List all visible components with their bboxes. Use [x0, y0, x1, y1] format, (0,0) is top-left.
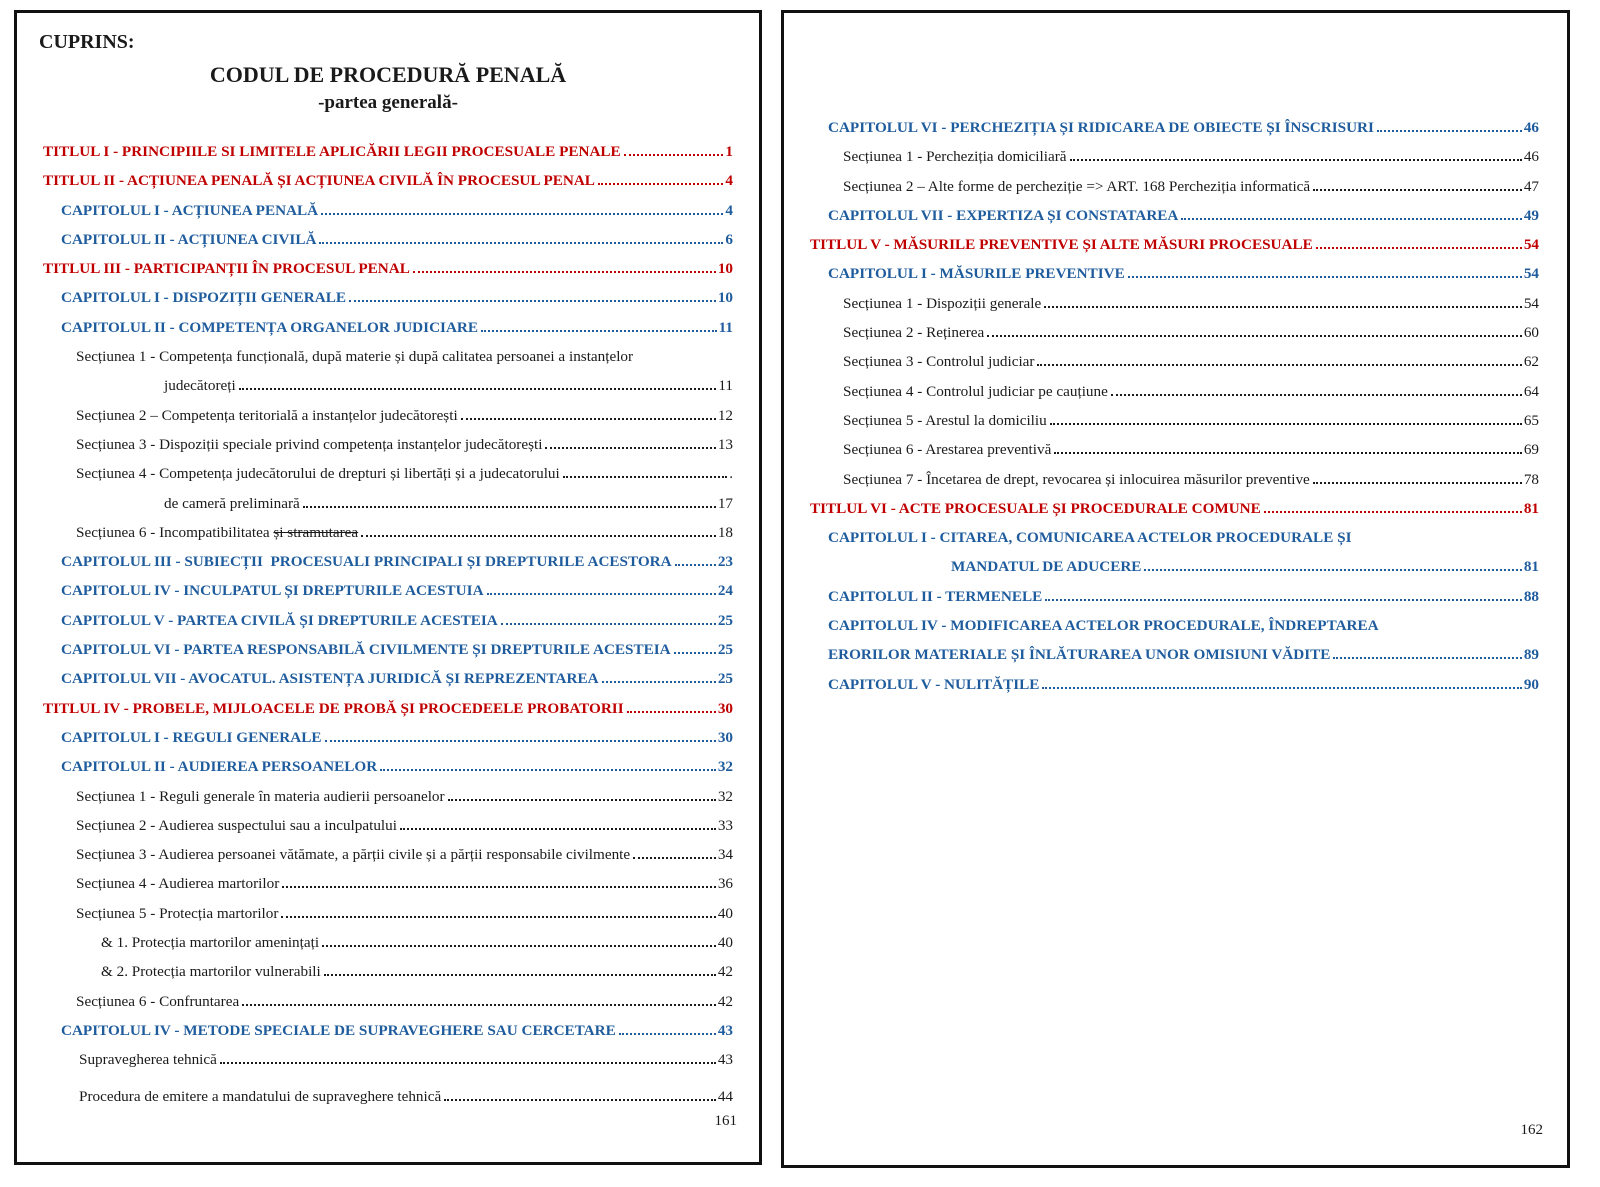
dots-leader: [1042, 687, 1521, 689]
toc-entry: [784, 318, 1539, 347]
toc-entry: [17, 137, 733, 166]
toc-page-number: 12: [717, 406, 733, 424]
toc-entry: [784, 435, 1539, 464]
dots-leader: [619, 1033, 716, 1035]
toc-page-number: 34: [717, 846, 733, 864]
toc-line: [843, 465, 1539, 494]
toc-entry: [17, 811, 733, 840]
toc-entry-label: Secțiunea 5 - Protecția martorilor: [76, 904, 279, 922]
toc-line: [76, 371, 733, 400]
toc-page-number: 25: [717, 611, 733, 629]
dots-leader: [563, 476, 727, 478]
toc-entry: [784, 259, 1539, 288]
toc-entry: [17, 547, 733, 576]
toc-line: [76, 342, 733, 371]
toc-line: [61, 752, 733, 781]
dots-leader: [1377, 130, 1522, 132]
toc-entry-label: TITLUL III - PARTICIPANȚII ÎN PROCESUL PENAL: [43, 260, 410, 278]
toc-entry: [17, 694, 733, 723]
document-subtitle: -partea generală-: [318, 92, 458, 113]
toc-page-number: 30: [717, 728, 733, 746]
toc-entry-label: ERORILOR MATERIALE ȘI ÎNLĂTURAREA UNOR OMISIUNI VĂDITE: [828, 646, 1331, 664]
toc-line: [43, 254, 733, 283]
toc-entry: [784, 142, 1539, 171]
toc-line: [61, 196, 733, 225]
toc-line: [828, 582, 1539, 611]
toc-entry-label: CAPITOLUL VI - PARTEA RESPONSABILĂ CIVILMENTE ȘI DREPTURILE ACESTEIA: [61, 641, 671, 659]
toc-entry: [784, 172, 1539, 201]
toc-line: [843, 435, 1539, 464]
dots-leader: [1128, 276, 1522, 278]
dots-leader: [598, 183, 723, 185]
toc-entry-label: Secțiunea 3 - Audierea persoanei vătămate, a părții civile și a părții responsabile civilmente: [76, 846, 631, 864]
toc-entry: [17, 459, 733, 518]
dots-leader: [624, 154, 724, 156]
toc-entry: [17, 899, 733, 928]
toc-page-number: 81: [1523, 558, 1539, 576]
toc-line: [843, 377, 1539, 406]
toc-line: [828, 670, 1539, 699]
toc-entry: [17, 928, 733, 957]
dots-leader: [675, 564, 716, 566]
toc-entry-label: Secțiunea 6 - Arestarea preventivă: [843, 441, 1052, 459]
toc-page-number: 17: [717, 494, 733, 512]
toc-page-number: 13: [717, 435, 733, 453]
toc-page-number: 6: [725, 230, 733, 248]
toc-line: [828, 640, 1539, 669]
dots-leader: [349, 300, 716, 302]
toc-page-number: 40: [717, 934, 733, 952]
toc-entry-label: MANDATUL DE ADUCERE: [951, 558, 1142, 576]
toc-entry: [784, 523, 1539, 582]
dots-leader: [602, 681, 716, 683]
toc-page-number: 11: [718, 318, 733, 336]
toc-entry: [17, 518, 733, 547]
toc-entry: [17, 313, 733, 342]
dots-leader: [501, 623, 716, 625]
toc-line: [843, 406, 1539, 435]
toc-entry-label: CAPITOLUL III - SUBIECȚII PROCESUALI PRINCIPALI ȘI DREPTURILE ACESTORA: [61, 553, 672, 571]
toc-page-number: 44: [717, 1087, 733, 1105]
dots-leader: [325, 740, 716, 742]
toc-page-number: 32: [717, 758, 733, 776]
toc-entry-label: CAPITOLUL VI - PERCHEZIȚIA ȘI RIDICAREA DE OBIECTE ȘI ÎNSCRISURI: [828, 119, 1374, 136]
toc-line: [61, 1016, 733, 1045]
toc-list-left: [17, 137, 759, 1111]
toc-entry-label: de cameră preliminară: [164, 494, 300, 512]
toc-line: [76, 401, 733, 430]
toc-entry-label: CAPITOLUL I - REGULI GENERALE: [61, 728, 322, 746]
toc-line: [61, 664, 733, 693]
toc-line: [61, 576, 733, 605]
toc-line: [843, 172, 1539, 201]
document-page-left: [14, 10, 762, 1165]
dots-leader: [633, 857, 716, 859]
dots-leader: [239, 388, 717, 390]
page-number-right: 162: [1520, 1122, 1543, 1138]
dots-leader: [319, 242, 723, 244]
toc-page-number: 49: [1523, 206, 1539, 224]
toc-line: [79, 1082, 733, 1111]
toc-entry-label: Secțiunea 7 - Încetarea de drept, revocarea și inlocuirea măsurilor preventive: [843, 470, 1310, 488]
toc-line: [61, 547, 733, 576]
toc-entry: [784, 670, 1539, 699]
toc-entry: [17, 1082, 733, 1111]
toc-entry: [17, 635, 733, 664]
toc-entry-label: Secțiunea 5 - Arestul la domiciliu: [843, 411, 1047, 429]
toc-entry: [784, 611, 1539, 670]
toc-entry-label: Secțiunea 4 - Controlul judiciar pe cauțiune: [843, 382, 1108, 400]
toc-entry-label: CAPITOLUL V - PARTEA CIVILĂ ȘI DREPTURILE ACESTEIA: [61, 611, 498, 629]
toc-page-number: 42: [717, 963, 733, 981]
dots-leader: [627, 711, 716, 713]
dots-leader: [1111, 394, 1522, 396]
dots-leader: [1044, 306, 1522, 308]
toc-entry-label: TITLUL II - ACȚIUNEA PENALĂ ȘI ACȚIUNEA CIVILĂ ÎN PROCESUL PENAL: [43, 172, 595, 190]
toc-line: [76, 782, 733, 811]
dots-leader: [322, 945, 716, 947]
toc-entry-label: judecătoreți: [164, 377, 236, 395]
dots-leader: [674, 652, 716, 654]
toc-entry-label: Secțiunea 1 - Percheziția domiciliară: [843, 148, 1067, 166]
toc-entry: [17, 987, 733, 1016]
toc-page-number: 54: [1523, 294, 1539, 312]
toc-entry-label: Secțiunea 2 – Competența teritorială a instanțelor judecătorești: [76, 406, 458, 424]
toc-entry-label: CAPITOLUL II - ACȚIUNEA CIVILĂ: [61, 230, 317, 248]
toc-entry-label: Secțiunea 6 - Incompatibilitatea și stramutarea: [76, 523, 359, 541]
toc-line: [76, 811, 733, 840]
dots-leader: [324, 974, 716, 976]
toc-line: [810, 494, 1539, 523]
toc-page-number: 62: [1523, 353, 1539, 371]
toc-line: [61, 635, 733, 664]
toc-entry: [17, 957, 733, 986]
toc-entry-label: & 2. Protecția martorilor vulnerabili: [101, 963, 321, 981]
toc-page-number: 88: [1523, 587, 1539, 605]
toc-entry-label: TITLUL I - PRINCIPIILE SI LIMITELE APLICĂRII LEGII PROCESUALE PENALE: [43, 143, 621, 160]
toc-page-number: 43: [717, 1021, 733, 1039]
toc-entry-label: TITLUL V - MĂSURILE PREVENTIVE ȘI ALTE MĂSURI PROCESUALE: [810, 236, 1313, 254]
toc-entry-label: CAPITOLUL IV - INCULPATUL ȘI DREPTURILE ACESTUIA: [61, 582, 484, 600]
dots-leader: [1316, 247, 1522, 249]
toc-entry: [784, 494, 1539, 523]
toc-page-number: 10: [717, 289, 733, 307]
toc-entry-label: Secțiunea 1 - Competența funcțională, după materie și după calitatea persoanei a instanțelor: [76, 348, 634, 366]
toc-entry-label: CAPITOLUL I - MĂSURILE PREVENTIVE: [828, 265, 1125, 283]
dots-leader: [487, 593, 716, 595]
toc-entry: [17, 1016, 733, 1045]
toc-line: [101, 957, 733, 986]
toc-line: [61, 225, 733, 254]
toc-entry-label: Secțiunea 4 - Competența judecătorului de drepturi și libertăți și a judecatorului: [76, 465, 560, 483]
dots-leader: [444, 1099, 716, 1101]
dots-leader: [987, 335, 1522, 337]
toc-line: [61, 283, 733, 312]
toc-entry: [784, 347, 1539, 376]
toc-line: [828, 113, 1539, 142]
dots-leader: [1037, 364, 1521, 366]
toc-entry: [17, 664, 733, 693]
dots-leader: [1054, 452, 1522, 454]
strikethrough-text: și stramutarea: [273, 523, 359, 541]
toc-entry-label: Secțiunea 1 - Dispoziții generale: [843, 294, 1042, 312]
page-number-left: 161: [714, 1113, 737, 1129]
toc-page-number: 36: [717, 875, 733, 893]
toc-page-number: 42: [717, 992, 733, 1010]
toc-page-number: 40: [717, 904, 733, 922]
toc-line: [76, 840, 733, 869]
toc-line: [76, 489, 733, 518]
toc-page-number: 64: [1523, 382, 1539, 400]
toc-entry-label: CAPITOLUL II - TERMENELE: [828, 587, 1043, 605]
toc-entry: [17, 1045, 733, 1074]
toc-entry-label: Supravegherea tehnică: [79, 1051, 217, 1069]
toc-page-number: 11: [718, 377, 733, 395]
dots-leader: [461, 418, 716, 420]
dots-leader: [361, 535, 716, 537]
document-page-right: [781, 10, 1570, 1168]
toc-entry-label: CAPITOLUL VII - AVOCATUL. ASISTENȚA JURIDICĂ ȘI REPREZENTAREA: [61, 670, 599, 688]
toc-entry: [784, 465, 1539, 494]
toc-line: [828, 259, 1539, 288]
toc-line: [810, 230, 1539, 259]
toc-entry: [17, 869, 733, 898]
toc-page-number: 25: [717, 641, 733, 659]
dots-leader: [1181, 218, 1521, 220]
toc-entry-label: CAPITOLUL II - COMPETENȚA ORGANELOR JUDICIARE: [61, 318, 479, 336]
dots-leader: [1313, 189, 1522, 191]
dots-leader: [481, 330, 717, 332]
toc-entry: [17, 430, 733, 459]
toc-entry: [17, 196, 733, 225]
toc-entry-label: Secțiunea 3 - Controlul judiciar: [843, 353, 1035, 371]
toc-heading: CUPRINS:: [39, 31, 135, 53]
toc-entry: [784, 377, 1539, 406]
toc-page-number: 43: [717, 1051, 733, 1069]
toc-line: [101, 928, 733, 957]
toc-page-number: 4: [725, 172, 733, 190]
toc-entry: [784, 201, 1539, 230]
toc-entry: [784, 289, 1539, 318]
toc-page-number: 60: [1523, 324, 1539, 342]
dots-leader: [400, 828, 716, 830]
toc-line: [843, 142, 1539, 171]
dots-leader: [380, 769, 716, 771]
toc-line: [76, 430, 733, 459]
toc-entry: [17, 782, 733, 811]
dots-leader: [281, 916, 715, 918]
toc-page-number: 30: [717, 699, 733, 717]
dots-leader: [1070, 159, 1522, 161]
toc-line: [76, 459, 733, 488]
toc-page-number: 90: [1523, 675, 1539, 693]
dots-leader: [448, 799, 716, 801]
toc-entry-label: CAPITOLUL VII - EXPERTIZA ȘI CONSTATAREA: [828, 206, 1179, 224]
dots-leader: [321, 213, 723, 215]
toc-entry-label: CAPITOLUL IV - MODIFICAREA ACTELOR PROCEDURALE, ÎNDREPTAREA: [828, 617, 1379, 635]
toc-entry: [784, 113, 1539, 142]
toc-entry: [17, 752, 733, 781]
toc-page-number: 54: [1523, 236, 1539, 254]
dots-leader: [1144, 569, 1521, 571]
toc-line: [43, 166, 733, 195]
toc-page-number: 46: [1523, 148, 1539, 166]
toc-entry-label: TITLUL IV - PROBELE, MIJLOACELE DE PROBĂ ȘI PROCEDEELE PROBATORII: [43, 699, 624, 717]
toc-entry: [17, 283, 733, 312]
toc-page-number: 10: [717, 260, 733, 278]
toc-page-number: 89: [1523, 646, 1539, 664]
toc-line: [828, 611, 1539, 640]
toc-line: [43, 694, 733, 723]
toc-entry-label: CAPITOLUL IV - METODE SPECIALE DE SUPRAVEGHERE SAU CERCETARE: [61, 1021, 616, 1039]
toc-line: [843, 318, 1539, 347]
document-title: CODUL DE PROCEDURĂ PENALĂ: [209, 62, 567, 87]
toc-page-number: 54: [1523, 265, 1539, 283]
toc-line: [61, 723, 733, 752]
toc-line: [43, 137, 733, 166]
toc-line: [828, 201, 1539, 230]
dots-leader: [242, 1004, 716, 1006]
toc-line: [828, 552, 1539, 581]
toc-entry-label: Secțiunea 4 - Audierea martorilor: [76, 875, 280, 893]
toc-page-number: 33: [717, 816, 733, 834]
toc-entry: [17, 840, 733, 869]
toc-page-number: 18: [717, 523, 733, 541]
toc-page-number: 1: [725, 143, 733, 160]
toc-page-number: 47: [1523, 177, 1539, 195]
toc-entry-label: CAPITOLUL II - AUDIEREA PERSOANELOR: [61, 758, 378, 776]
dots-leader: [1045, 599, 1522, 601]
toc-entry: [784, 230, 1539, 259]
toc-entry-label: CAPITOLUL I - ACȚIUNEA PENALĂ: [61, 201, 319, 219]
toc-list-right: [784, 113, 1567, 699]
toc-entry-label: Secțiunea 2 - Reținerea: [843, 324, 985, 342]
toc-page-number: 81: [1523, 499, 1539, 517]
toc-entry: [17, 225, 733, 254]
dots-leader: [413, 271, 716, 273]
toc-page-number: 4: [725, 201, 733, 219]
toc-line: [843, 347, 1539, 376]
toc-line: [79, 1045, 733, 1074]
toc-entry-label: Procedura de emitere a mandatului de supraveghere tehnică: [79, 1087, 442, 1105]
toc-entry-label: Secțiunea 2 – Alte forme de percheziție => ART. 168 Percheziția informatică: [843, 177, 1311, 195]
toc-page-number: 23: [717, 553, 733, 571]
toc-page-number: 78: [1523, 470, 1539, 488]
toc-entry: [17, 342, 733, 401]
toc-page-number: 25: [717, 670, 733, 688]
toc-entry: [784, 406, 1539, 435]
toc-entry-label: & 1. Protecția martorilor amenințați: [101, 934, 320, 952]
toc-line: [76, 869, 733, 898]
dots-leader: [303, 506, 716, 508]
dots-leader: [1333, 657, 1521, 659]
toc-entry-label: Secțiunea 3 - Dispoziții speciale privind competența instanțelor judecătorești: [76, 435, 543, 453]
toc-entry: [17, 606, 733, 635]
dots-leader: [1264, 511, 1522, 513]
toc-page-number: .: [729, 465, 733, 483]
toc-entry-label: Secțiunea 2 - Audierea suspectului sau a inculpatului: [76, 816, 397, 834]
toc-page-number: 32: [717, 787, 733, 805]
toc-entry-label: CAPITOLUL I - DISPOZIȚII GENERALE: [61, 289, 346, 307]
dots-leader: [282, 886, 716, 888]
dots-leader: [220, 1062, 716, 1064]
toc-line: [76, 518, 733, 547]
toc-entry-label: CAPITOLUL I - CITAREA, COMUNICAREA ACTELOR PROCEDURALE ȘI: [828, 529, 1352, 547]
toc-entry-label: Secțiunea 1 - Reguli generale în materia audierii persoanelor: [76, 787, 445, 805]
toc-entry: [17, 254, 733, 283]
toc-page-number: 69: [1523, 441, 1539, 459]
toc-line: [76, 987, 733, 1016]
dots-leader: [1313, 482, 1522, 484]
dots-leader: [1050, 423, 1522, 425]
toc-page-number: 65: [1523, 411, 1539, 429]
toc-entry: [17, 166, 733, 195]
toc-line: [843, 289, 1539, 318]
toc-line: [61, 313, 733, 342]
toc-page-number: 46: [1523, 119, 1539, 136]
toc-entry: [784, 582, 1539, 611]
toc-entry-label: TITLUL VI - ACTE PROCESUALE ȘI PROCEDURALE COMUNE: [810, 499, 1261, 517]
toc-line: [76, 899, 733, 928]
toc-entry-label: Secțiunea 6 - Confruntarea: [76, 992, 240, 1010]
toc-entry: [17, 723, 733, 752]
toc-entry: [17, 576, 733, 605]
toc-line: [61, 606, 733, 635]
dots-leader: [545, 447, 715, 449]
toc-entry: [17, 401, 733, 430]
toc-page-number: 24: [717, 582, 733, 600]
toc-entry-label: CAPITOLUL V - NULITĂȚILE: [828, 675, 1040, 693]
toc-line: [828, 523, 1539, 552]
